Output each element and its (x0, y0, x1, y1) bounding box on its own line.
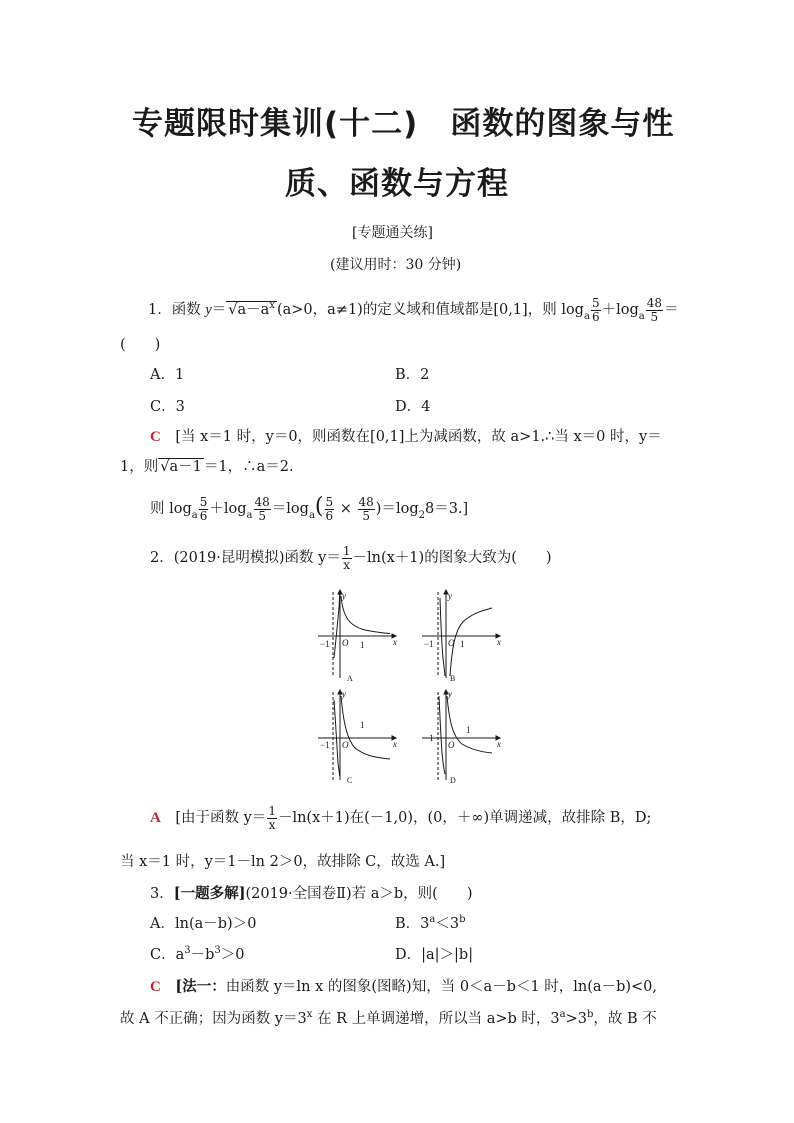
answer-3-line1 (150, 975, 657, 996)
a1-base3: a (308, 510, 315, 521)
a1-frac1-den: 6 (199, 508, 208, 523)
q2-graphs-figure (310, 588, 510, 786)
q1-radicand-sup: x (269, 300, 275, 311)
q2-text-b: －ln(x＋1)的图象大致为( ) (352, 550, 552, 566)
time-note: (建议用时：30 分钟) (330, 257, 462, 273)
a1-lparen: ( (314, 494, 324, 519)
q1-log2: log (616, 302, 639, 318)
answer-3-line2 (120, 1007, 657, 1028)
answer-2-letter: A (150, 810, 161, 826)
q3-c-base: C．a (150, 947, 185, 963)
q1-base1: a (583, 311, 590, 322)
graph-d-label: D (450, 776, 456, 785)
a1-frac2 (254, 496, 271, 523)
q2-frac (342, 545, 352, 572)
q1-plus: ＋ (601, 302, 617, 318)
a3-l2c: >3 (565, 1011, 587, 1027)
graph-a-label: A (347, 674, 353, 683)
a1-frac1-num: 5 (199, 494, 208, 509)
a3-l2-sup2: a (559, 1009, 566, 1020)
a1-frac2-den: 5 (258, 508, 266, 523)
q1-log1: log (561, 302, 584, 318)
a3-l1b: 由函数 y＝ln x 的图象(图略)知，当 0＜a－b＜1 时，ln(a－b)<0, (225, 979, 658, 995)
graph-c-origin: O (342, 740, 349, 750)
q1-paren: ( ) (120, 337, 161, 353)
page-title-line1: 专题限时集训(十二) 函数的图象与性 (132, 106, 675, 142)
q3-prefix: 3． (150, 886, 174, 902)
graph-c-y-label: y (342, 689, 346, 699)
graph-a-y-label: y (342, 591, 346, 601)
graph-a-one: 1 (360, 640, 365, 650)
graph-c-x-label: x (393, 739, 397, 749)
question-3-stem (150, 882, 473, 903)
graph-b (422, 590, 500, 678)
graph-b-origin: O (448, 638, 455, 648)
question-2-stem (150, 540, 552, 576)
graph-b-y-label: y (448, 591, 452, 601)
q3-tag: [一题多解] (173, 885, 246, 902)
q1-base2: a (638, 311, 645, 322)
graph-a-neg1: −1 (320, 639, 330, 649)
q1-frac2 (646, 297, 663, 324)
q3-b-base: B．3 (395, 916, 430, 932)
question-1-stem (148, 288, 678, 324)
q3-c-sup2: 3 (214, 945, 221, 956)
q3-option-a: A．ln(a－b)＞0 (150, 916, 257, 932)
q1-frac1 (591, 297, 601, 324)
graph-a-x-label: x (393, 637, 397, 647)
q1-frac1-num: 5 (591, 295, 600, 310)
a1-frac2-num: 48 (254, 494, 270, 509)
graph-d-y-label: y (448, 689, 452, 699)
q3-c-end: ＞0 (220, 947, 245, 963)
a1-l3b: ＝log (271, 501, 309, 517)
a2-frac-den: x (268, 817, 276, 832)
graph-d-one: 1 (466, 725, 471, 735)
graph-d (422, 690, 500, 780)
a1-frac1 (199, 496, 209, 523)
a1-base1: a (191, 510, 198, 521)
a1-l2b: ＝1，∴a＝2. (203, 459, 294, 475)
a1-times: × (339, 501, 352, 517)
a1-frac4-num: 48 (358, 494, 374, 509)
section-tag: [专题通关练] (352, 225, 433, 241)
a1-l3d: )＝log (375, 501, 419, 517)
q1-option-a: A．1 (150, 367, 185, 383)
graph-d-neg1: −1 (424, 733, 434, 743)
q1-frac2-num: 48 (646, 295, 662, 310)
q1-radicand: a－a (237, 302, 270, 318)
page-title-line2: 质、函数与方程 (285, 166, 509, 202)
answer-1-text1: [当 x＝1 时，y＝0，则函数在[0,1]上为减函数，故 a>1.∴当 x＝0 时，y＝ (175, 429, 662, 445)
graph-a-origin: O (342, 638, 349, 648)
a1-l2a: 1，则 (120, 459, 159, 475)
a1-frac4-den: 5 (362, 508, 370, 523)
graph-d-x-label: x (497, 739, 501, 749)
q3-b-sup1: a (429, 914, 436, 925)
answer-1-letter: C (150, 429, 161, 445)
q3-c-sup1: 3 (184, 945, 191, 956)
q2-frac-den: x (343, 557, 351, 572)
q3-rest: (2019·全国卷Ⅱ)若 a＞b，则( ) (245, 886, 473, 902)
a3-l2d: ，故 B 不 (593, 1011, 657, 1027)
q2-frac-num: 1 (342, 543, 351, 558)
graph-c-neg1: −1 (320, 740, 330, 750)
a3-method-label: [法一： (175, 978, 226, 995)
graph-b-neg1: −1 (424, 639, 434, 649)
a1-plus: ＋ (209, 501, 224, 517)
graph-c-label: C (347, 776, 353, 785)
q1-frac1-den: 6 (591, 309, 600, 324)
answer-2-line1 (150, 800, 651, 836)
a3-l2-sup: x (306, 1009, 313, 1020)
graph-c-one: 1 (360, 720, 365, 730)
answer-1-line2 (120, 455, 294, 476)
q3-c-mid: －b (190, 947, 215, 963)
a1-log-base-2: 2 (418, 510, 425, 521)
a1-radicand: a－1 (169, 459, 202, 475)
a3-l2b: 在 R 上单调递增，所以当 a>b 时，3 (312, 1011, 560, 1027)
graph-d-origin: O (448, 740, 455, 750)
graph-c (318, 690, 396, 780)
a1-frac3-den: 6 (325, 508, 334, 523)
a1-base2: a (246, 510, 253, 521)
a1-frac3-num: 5 (325, 494, 334, 509)
a1-sqrt: √a－1 (160, 459, 202, 475)
graph-b-label: B (450, 674, 456, 683)
q3-option-d: D．|a|＞|b| (395, 947, 474, 963)
answer-1-line3 (150, 488, 468, 526)
a1-frac4 (358, 496, 375, 523)
a3-l2-sup3: b (586, 1009, 594, 1020)
a2-frac (267, 805, 277, 832)
a1-l3f: 8＝3.] (424, 501, 469, 517)
a1-log2: log (223, 501, 247, 517)
graph-b-one: 1 (460, 639, 465, 649)
answer-3-letter: C (150, 979, 161, 995)
q1-eq: ＝ (211, 302, 227, 318)
a3-l2: 故 A 不正确；因为函数 y＝3 (120, 1011, 307, 1027)
q1-var-y: y (205, 302, 212, 318)
a2-frac-num: 1 (268, 803, 276, 818)
a2-l1b: －ln(x＋1)在(－1,0)，(0，＋∞)单调递减，故排除 B，D; (277, 810, 652, 826)
graph-a (318, 590, 396, 678)
a1-frac3 (325, 496, 335, 523)
q1-option-c: C．3 (150, 399, 185, 415)
q1-prefix: 1．函数 (148, 302, 206, 318)
q3-b-sup2: b (459, 914, 466, 925)
q1-frac2-den: 5 (650, 309, 659, 324)
answer-2-line2: 当 x＝1 时，y＝1－ln 2＞0，故排除 C，故选 A.] (120, 854, 446, 870)
a1-l3a: 则 log (150, 501, 192, 517)
q3-option-b (395, 912, 466, 933)
q2-text-a: 2．(2019·昆明模拟)函数 y＝ (150, 550, 341, 566)
q3-b-mid: ＜3 (435, 916, 460, 932)
answer-1-line1 (150, 425, 662, 446)
q1-option-d: D．4 (395, 399, 431, 415)
q1-condition: (a>0，a≠1)的定义域和值域都是[0,1]，则 (276, 302, 562, 318)
q1-option-b: B．2 (395, 367, 430, 383)
q1-sqrt: $√a-a^x$ (228, 300, 275, 318)
q3-option-c (150, 943, 245, 964)
q1-end: ＝ (663, 302, 679, 318)
graph-b-x-label: x (497, 637, 501, 647)
a2-l1a: [由于函数 y＝ (175, 810, 267, 826)
